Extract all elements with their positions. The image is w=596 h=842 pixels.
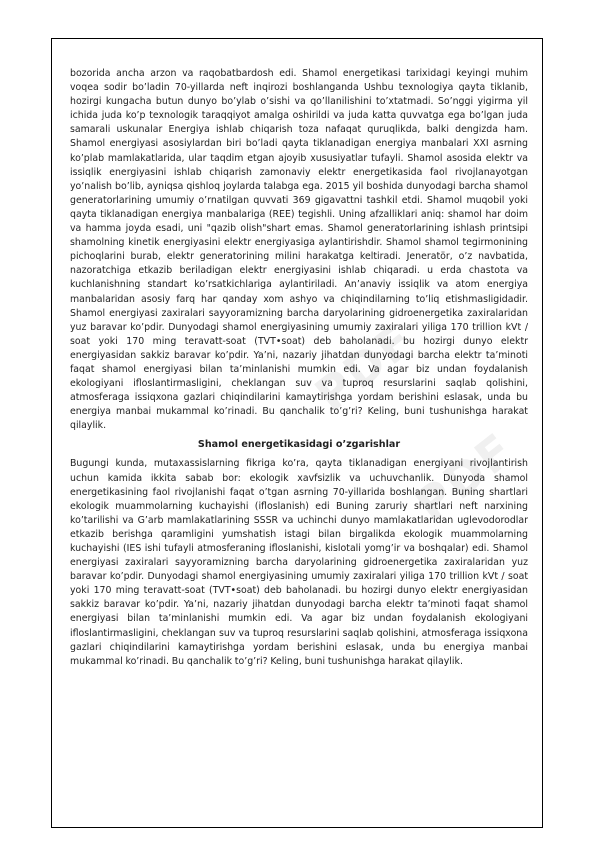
paragraph: bozorida ancha arzon va raqobatbardosh edi. Shamol energetikasi tarixidagi keyingi muhim voqea sodir bo’ladin 70-yillarda neft inqirozi boshlanganda Ushbu texnologiya qayta tiklanib, hozirgi kungacha butun dunyo bo’ylab o’sishi va qo’llanilishini to’xtatmadi. So’nggi yigirma yil ichida juda ko’p texnologik taraqqiyot amalga oshirildi va juda katta quvvatga ega bo’lgan juda samarali uskunalar Energiya ishlab chiqarish toza nafaqat quruqlikda, balki dengizda ham. Shamol energiyasi asosiylardan biri bo’ladi qayta tiklanadigan energiya manbalari XXI asrning ko’plab mamlakatlarida, ular taqdim etgan ajoyib xususiyatlar tufayli. Shamol asosida elektr va issiqlik energiyasini ishlab chiqarish zamonaviy elektr energetikasida faol rivojlanayotgan yo’nalish bo’lib, ayniqsa qishloq joylarda talabga ega. 2015 yil boshida dunyodagi barcha shamol generatorlarining umumiy o’rnatilgan quvvati 369 gigavattni tashkil etdi. Shamol muqobil yoki qayta tiklanadigan energiya manbalariga (REE) tegishli. Uning afzalliklari aniq: shamol har doim va hamma joyda esadi, uni "qazib olish"shart emas. Shamol generatorlarining ishlash printsipi shamolning kinetik energiyasini elektr energiyasiga aylantirishdir. Shamol shamol tegirmonining pichoqlarini burab, elektr generatorining milini harakatga keltiradi. Jeneratör, o’z navbatida, nazoratchiga etkazib beriladigan elektr energiyasini ishlab chiqaradi. u erda chastota va kuchlanishning standart ko’rsatkichlariga aylantiriladi. An’anaviy issiqlik va atom energiya manbalaridan asosiy farq har qanday xom ashyo va chiqindilarning to’liq etishmasligidadir. Shamol energiyasi zaxiralari sayyoramizning barcha daryolarining gidroenergetika zaxiralaridan yuz baravar ko’pdir. Dunyodagi shamol energiyasining umumiy zaxiralari yiliga 170 trillion kVt / soat yoki 170 ming teravatt-soat (TVT•soat) deb baholanadi. bu hozirgi dunyo elektr energiyasidan sakkiz baravar ko’pdir. Ya’ni, nazariy jihatdan dunyodagi barcha elektr ta’minoti faqat shamol energiyasi bilan ta’minlanishi mumkin edi. Va agar biz undan foydalanish ekologiyani ifloslantirmasligini, cheklangan suv va tuproq resurslarini saqlab qolishini, atmosferaga issiqxona gazlari chiqindilarini kamaytirishga yordam berishini eslasak, unda bu energiya manbai mukammal ko’rinadi. Bu qanchalik to’g’ri? Keling, buni tushunishga harakat qilaylik.: [70, 68, 528, 432]
paragraph: Bugungi kunda, mutaxassislarning fikriga ko’ra, qayta tiklanadigan energiyani rivojlantirish uchun kamida ikkita sabab bor: ekologik xavfsizlik va uchuvchanlik. Dunyoda shamol energetikasining faol rivojlanishi faqat o’tgan asrning 70-yillarida boshlangan. Buning shartlari ekologik muammolarning kuchayishi (ifloslanish) edi Buning zaruriy shartlari neft narxining ko’tarilishi va G’arb mamlakatlarining SSSR va uchinchi dunyo mamlakatlaridan uglevodorodlar etkazib berishga qaramligini yumshatish istagi bilan birgalikda ekologik muammolarning kuchayishi (IES ishi tufayli atmosferaning ifloslanishi, kislotali yomg’ir va boshqalar) edi. Shamol energiyasi zaxiralari sayyoramizning barcha daryolarining gidroenergetika zaxiralaridan yuz baravar ko’pdir. Dunyodagi shamol energiyasining umumiy zaxiralari yiliga 170 trillion kVt / soat yoki 170 ming teravatt-soat (TVT•soat) deb baholanadi. bu hozirgi dunyo elektr energiyasidan sakkiz baravar ko’pdir. Ya’ni, nazariy jihatdan dunyodagi barcha elektr ta’minoti faqat shamol energiyasi bilan ta’minlanishi mumkin edi. Va agar biz undan foydalanish ekologiyani ifloslantirmasligini, cheklangan suv va tuproq resurslarini saqlab qolishini, atmosferaga issiqxona gazlari chiqindilarini kamaytirishga yordam berishini eslasak, unda bu energiya manbai mukammal ko’rinadi. Bu qanchalik to’g’ri? Keling, buni tushunishga harakat qilaylik.: [70, 458, 528, 667]
watermark-text: PDF: [404, 422, 525, 532]
section-heading: Shamol energetikasidagi o’zgarishlar: [197, 439, 401, 451]
document-body: [70, 67, 528, 669]
watermark-text: PDF: [304, 312, 425, 422]
